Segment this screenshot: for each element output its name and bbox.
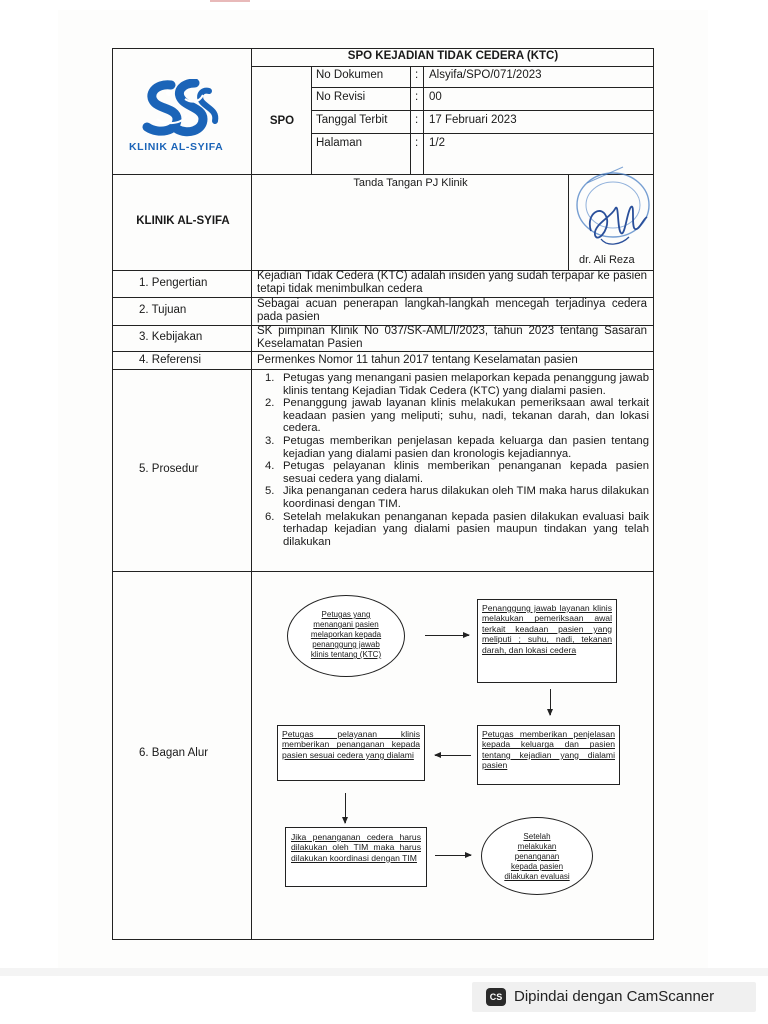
top-edge-mark <box>210 0 250 2</box>
label-prosedur: 5. Prosedur <box>139 463 199 475</box>
spo-document-table <box>112 48 654 940</box>
procedure-step: 6. Setelah melakukan penanganan kepada pasien dilakukan evaluasi baik terhadap kejadian yang dialami pasien maupun tindakan yang telah dilakukan <box>265 510 649 548</box>
meta-colon: : <box>415 137 419 149</box>
signature-label: Tanda Tangan PJ Klinik <box>353 177 468 189</box>
signer-name: dr. Ali Reza <box>579 254 635 266</box>
signature-icon <box>581 189 651 255</box>
logo-wordmark: KLINIK AL-SYIFA <box>129 141 224 153</box>
flow-arrow <box>435 855 471 856</box>
meta-key-tanggal-terbit: Tanggal Terbit <box>316 114 388 126</box>
flow-node-explanation: Petugas memberikan penjelasan kepada keluarga dan pasien tentang kejadian yang dialami pasien <box>477 725 620 785</box>
label-referensi: 4. Referensi <box>139 354 202 366</box>
document-title: SPO KEJADIAN TIDAK CEDERA (KTC) <box>347 50 559 62</box>
text-kebijakan: SK pimpinan Klinik No 037/SK-AML/I/2023, tahun 2023 tentang Sasaran Keselamatan Pasien <box>257 325 647 350</box>
meta-value-no-revisi: 00 <box>429 91 442 103</box>
meta-value-halaman: 1/2 <box>429 137 445 149</box>
flow-node-treatment: Petugas pelayanan klinis memberikan penanganan kepada pasien sesuai cedera yang dialami <box>277 725 425 781</box>
flow-node-evaluation: Setelah melakukan penanganan kepada pasien dilakukan evaluasi <box>481 817 593 895</box>
text-pengertian: Kejadian Tidak Cedera (KTC) adalah insiden yang sudah terpapar ke pasien tetapi tidak menimbulkan cedera <box>257 270 647 295</box>
procedure-step: 3. Petugas memberikan penjelasan kepada keluarga dan pasien tentang kejadian yang dialami pasien dan kronologis kejadiannya. <box>265 434 649 460</box>
meta-colon: : <box>415 91 419 103</box>
procedure-step: 1. Petugas yang menangani pasien melaporkan kepada penanggung jawab klinis tentang Kejadian Tidak Cedera (KTC) yang dialami pasien. <box>265 372 649 397</box>
label-tujuan: 2. Tujuan <box>139 304 187 316</box>
flow-node-team-coordination: Jika penanganan cedera harus dilakukan oleh TIM maka harus dilakukan koordinasi dengan TIM <box>285 827 427 887</box>
flow-arrow <box>425 635 469 636</box>
meta-colon: : <box>415 114 419 126</box>
clinic-logo-icon <box>141 79 223 141</box>
procedure-step: 5. Jika penanganan cedera harus dilakukan oleh TIM maka harus dilakukan koordinasi dengan TIM. <box>265 485 649 510</box>
procedure-step: 4. Petugas pelayanan klinis memberikan penanganan kepada pasien sesuai cedera yang dialami. <box>265 460 649 485</box>
procedure-step: 2. Penanggung jawab layanan klinis melakukan pemeriksaan awal terkait keadaan pasien yang meliputi; suhu, nadi, tekanan darah, dan lokasi cedera. <box>265 397 649 435</box>
page-bottom-edge <box>0 968 768 976</box>
clinic-name: KLINIK AL-SYIFA <box>136 215 230 227</box>
flow-arrow <box>550 689 551 715</box>
clinic-logo <box>141 79 223 149</box>
flow-node-report: Petugas yang menangani pasien melaporkan kepada penanggung jawab klinis tentang (KTC) <box>287 595 405 677</box>
label-kebijakan: 3. Kebijakan <box>139 331 203 343</box>
camscanner-watermark <box>472 982 756 1012</box>
text-referensi: Permenkes Nomor 11 tahun 2017 tentang Keselamatan pasien <box>257 354 578 366</box>
meta-colon: : <box>415 69 419 81</box>
flow-arrow <box>345 793 346 823</box>
flow-node-examination: Penanggung jawab layanan klinis melakukan pemeriksaan awal terkait keadaan pasien yang meliputi ; suhu, nadi, tekanan darah, dan lokasi cedera <box>477 599 617 683</box>
flow-arrow <box>435 755 471 756</box>
spo-label: SPO <box>269 115 295 127</box>
camscanner-text: Dipindai dengan CamScanner <box>514 988 715 1005</box>
label-bagan-alur: 6. Bagan Alur <box>139 747 209 759</box>
meta-key-no-dokumen: No Dokumen <box>316 69 384 81</box>
procedure-list <box>257 372 649 548</box>
meta-key-halaman: Halaman <box>316 137 363 149</box>
meta-value-tanggal-terbit: 17 Februari 2023 <box>429 114 517 126</box>
meta-key-no-revisi: No Revisi <box>316 91 366 103</box>
text-tujuan: Sebagai acuan penerapan langkah-langkah mencegah terjadinya cedera pada pasien <box>257 298 647 323</box>
meta-value-no-dokumen: Alsyifa/SPO/071/2023 <box>429 69 542 81</box>
camscanner-icon: CS <box>486 988 506 1006</box>
label-pengertian: 1. Pengertian <box>139 277 208 289</box>
